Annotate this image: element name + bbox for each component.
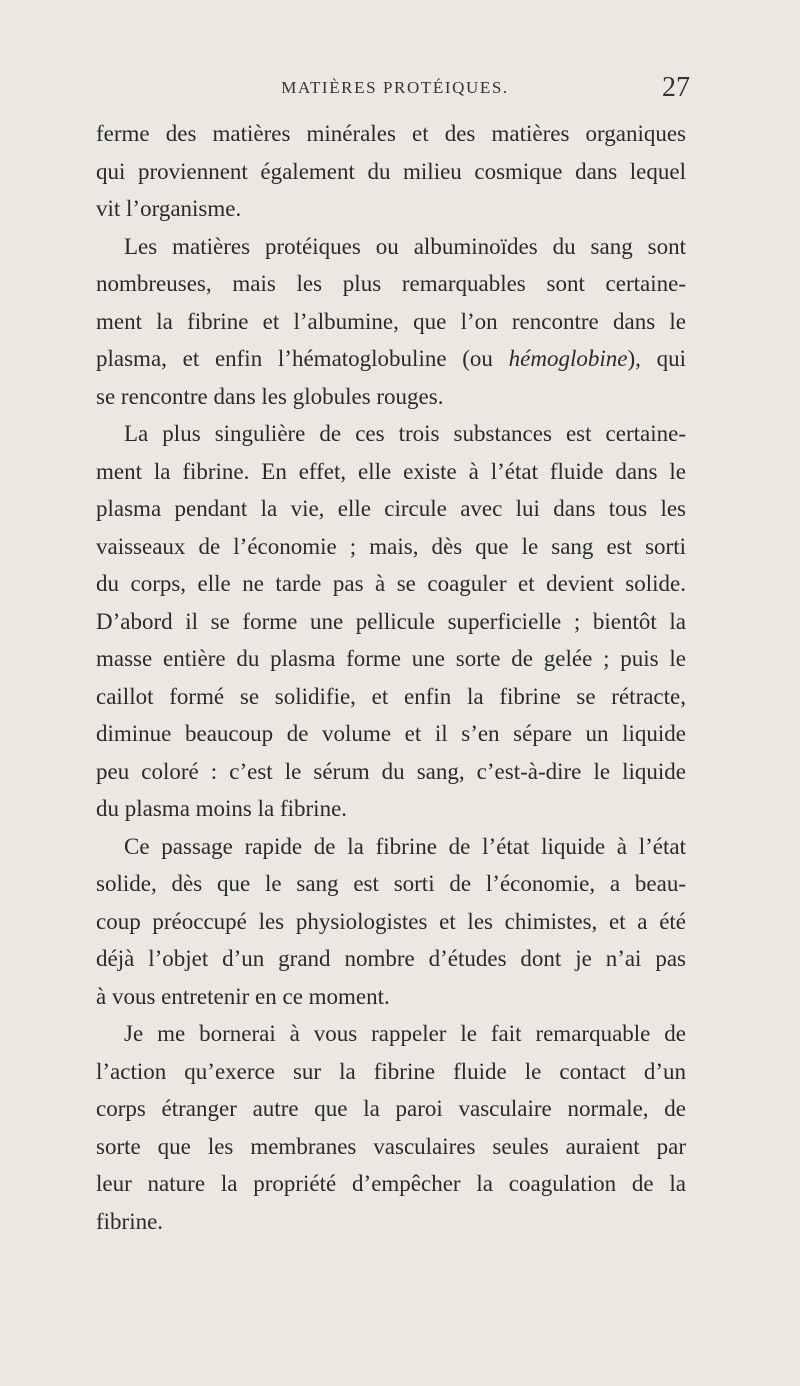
text-line: l’action qu’exerce sur la fibrine fluide le contact d’un (96, 1058, 686, 1084)
text-line: du plasma moins la fibrine. (96, 796, 348, 821)
text-line: vaisseaux de l’économie ; mais, dès que le sang est sorti (96, 533, 686, 559)
text-line: ferme des matières minérales et des matières organiques (96, 121, 686, 146)
text-line (96, 340, 686, 378)
text-line: corps étranger autre que la paroi vasculaire normale, de (96, 1096, 686, 1121)
text-line: caillot formé se solidifie, et enfin la fibrine se rétracte, (96, 683, 686, 709)
text-line: nombreuses, mais les plus remarquables sont certaine- (96, 271, 686, 296)
text-segment: ), qui (627, 346, 686, 371)
text-line: leur nature la propriété d’empêcher la coagulation de la (96, 1171, 686, 1196)
text-segment: plasma, et enfin l’hématoglobuline (ou (96, 346, 509, 371)
text-line: ment la fibrine. En effet, elle existe à l’état fluide dans le (96, 458, 686, 484)
text-line: du corps, elle ne tarde pas à se coaguler et devient solide. (96, 571, 686, 596)
page-number: 27 (662, 72, 690, 103)
text-line: masse entière du plasma forme une sorte de gelée ; puis le (96, 646, 686, 671)
text-line: plasma pendant la vie, elle circule avec lui dans tous les (96, 496, 686, 521)
body-text (96, 115, 686, 1240)
text-line: coup préoccupé les physiologistes et les chimistes, et a été (96, 908, 686, 934)
text-line: solide, dès que le sang est sorti de l’économie, a beau- (96, 871, 686, 896)
text-line: peu coloré : c’est le sérum du sang, c’est-à-dire le liquide (96, 758, 686, 784)
text-line: Je me bornerai à vous rappeler le fait remarquable de (124, 1021, 686, 1046)
text-line: qui proviennent également du milieu cosmique dans lequel (96, 158, 686, 184)
running-head (100, 72, 690, 108)
text-line: fibrine. (96, 1208, 164, 1234)
text-line: déjà l’objet d’un grand nombre d’études dont je n’ai pas (96, 946, 686, 971)
text-line: ment la fibrine et l’albumine, que l’on rencontre dans le (96, 308, 686, 334)
text-line: diminue beaucoup de volume et il s’en sépare un liquide (96, 721, 686, 746)
text-line: à vous entretenir en ce moment. (96, 983, 390, 1009)
text-line: D’abord il se forme une pellicule superficielle ; bientôt la (96, 608, 686, 634)
running-title: MATIÈRES PROTÉIQUES. (281, 78, 509, 97)
italic-term: hémoglobine (508, 346, 628, 371)
text-line: Les matières protéiques ou albuminoïdes du sang sont (124, 233, 686, 259)
text-line: La plus singulière de ces trois substances est certaine- (124, 421, 686, 446)
text-line: sorte que les membranes vasculaires seules auraient par (96, 1133, 686, 1159)
text-line: se rencontre dans les globules rouges. (96, 383, 444, 409)
text-line: vit l’organisme. (96, 196, 242, 221)
text-line: Ce passage rapide de la fibrine de l’état liquide à l’état (124, 833, 686, 859)
